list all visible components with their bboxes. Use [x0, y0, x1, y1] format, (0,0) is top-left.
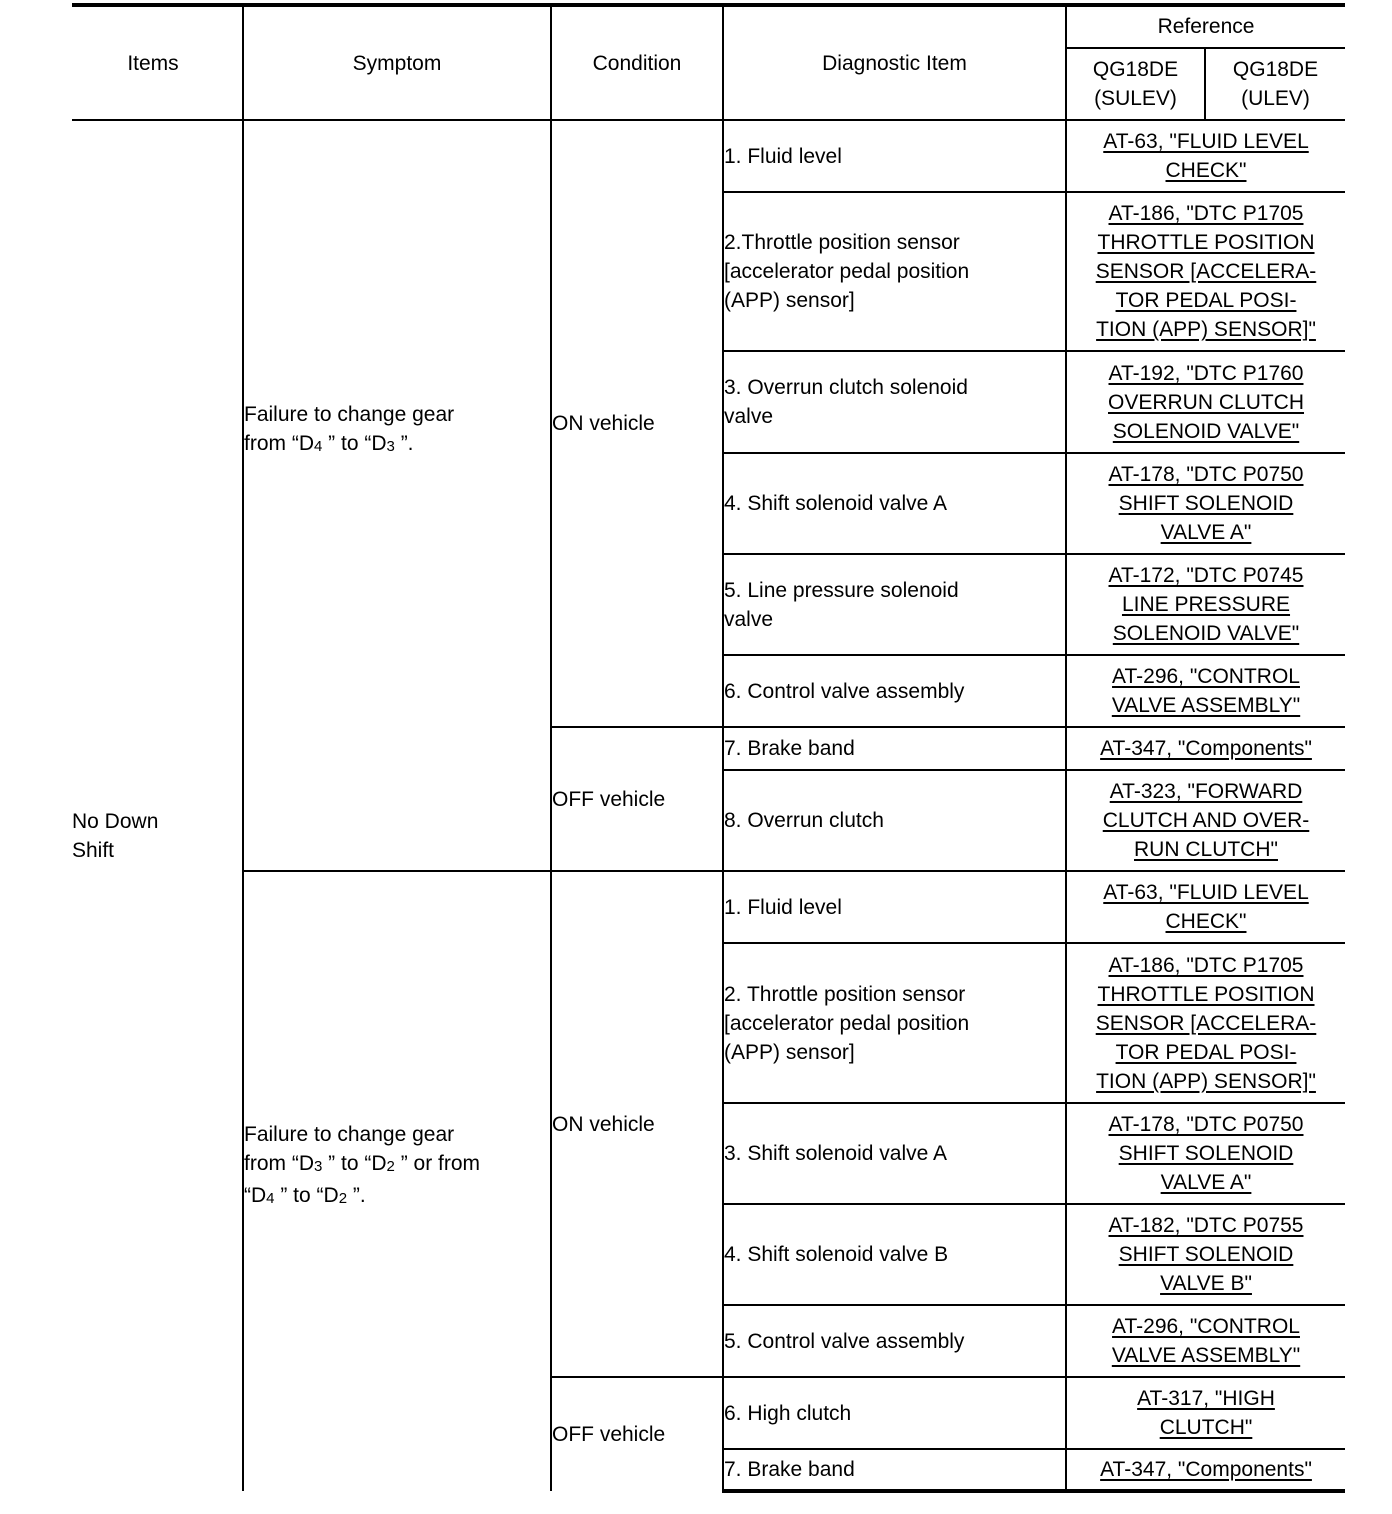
condition-cell: OFF vehicle	[551, 1377, 723, 1491]
item-cell	[72, 120, 243, 1491]
diag-line: 5. Line pressure solenoid	[724, 578, 959, 602]
ref-line[interactable]: AT-186, "DTC P1705	[1108, 953, 1304, 977]
reference-link[interactable]	[1066, 1204, 1345, 1305]
ref-line[interactable]: TION (APP) SENSOR]"	[1096, 1069, 1316, 1093]
diag-item-cell	[723, 453, 1066, 554]
diag-line: 6. High clutch	[724, 1401, 852, 1425]
ref-line[interactable]: AT-182, "DTC P0755	[1108, 1214, 1304, 1237]
reference-link[interactable]	[1066, 1449, 1345, 1491]
symptom-line2: from “$D_4$ ” to “$D_3$ ”.	[244, 432, 414, 455]
reference-link[interactable]	[1066, 351, 1345, 453]
diag-line: 1. Fluid level	[724, 895, 842, 919]
ref-line[interactable]: SENSOR [ACCELERA-	[1095, 1011, 1317, 1035]
diag-line: valve	[724, 607, 774, 631]
ref-line[interactable]: SHIFT SOLENOID	[1118, 492, 1294, 515]
symptom-line1: Failure to change gear	[244, 403, 455, 426]
header-ref-sulev-line2: (SULEV)	[1094, 87, 1177, 110]
reference-link[interactable]	[1066, 554, 1345, 655]
condition-cell: ON vehicle	[551, 871, 723, 1377]
ref-line[interactable]: CLUTCH"	[1159, 1416, 1253, 1439]
ref-line[interactable]: AT-317, "HIGH	[1137, 1387, 1275, 1410]
ref-line[interactable]: SENSOR [ACCELERA-	[1095, 260, 1317, 283]
diag-item-cell	[723, 1305, 1066, 1377]
condition-cell: OFF vehicle	[551, 727, 723, 871]
ref-line[interactable]: THROTTLE POSITION	[1097, 231, 1315, 254]
diag-line: (APP) sensor]	[724, 1040, 855, 1064]
ref-line[interactable]: THROTTLE POSITION	[1097, 982, 1315, 1006]
ref-line[interactable]: TOR PEDAL POSI-	[1115, 1040, 1297, 1064]
diag-line: 2.Throttle position sensor	[724, 231, 960, 254]
diag-line: 3. Shift solenoid valve A	[724, 1142, 947, 1165]
ref-line[interactable]: AT-347, "Components"	[1100, 1458, 1312, 1481]
diag-line: 7. Brake band	[724, 1458, 855, 1481]
header-diagnostic-item: Diagnostic Item	[723, 5, 1066, 120]
reference-link[interactable]	[1066, 770, 1345, 871]
ref-line[interactable]: VALVE A"	[1160, 1171, 1252, 1194]
condition-cell: ON vehicle	[551, 120, 723, 727]
diag-line: 5. Control valve assembly	[724, 1329, 965, 1353]
diag-line: 7. Brake band	[724, 737, 855, 760]
diag-line: [accelerator pedal position	[724, 1011, 970, 1035]
ref-line[interactable]: CHECK"	[1165, 910, 1247, 933]
item-line2: Shift	[72, 839, 115, 862]
ref-line[interactable]: VALVE B"	[1160, 1272, 1252, 1295]
reference-link[interactable]	[1066, 727, 1345, 770]
ref-line[interactable]: SOLENOID VALVE"	[1112, 419, 1300, 443]
header-ref-ulev	[1205, 48, 1345, 120]
ref-line[interactable]: AT-63, "FLUID LEVEL	[1103, 881, 1309, 904]
ref-line[interactable]: AT-192, "DTC P1760	[1108, 361, 1304, 385]
ref-line[interactable]: VALVE ASSEMBLY"	[1111, 694, 1301, 717]
diag-line: 4. Shift solenoid valve A	[724, 492, 947, 515]
reference-link[interactable]	[1066, 120, 1345, 192]
ref-line[interactable]: AT-178, "DTC P0750	[1108, 463, 1304, 486]
reference-link[interactable]	[1066, 1103, 1345, 1204]
item-line1: No Down	[72, 810, 159, 833]
header-ref-sulev	[1066, 48, 1205, 120]
symptom-cell	[243, 871, 551, 1491]
header-symptom: Symptom	[243, 5, 551, 120]
diag-item-cell	[723, 120, 1066, 192]
reference-link[interactable]	[1066, 943, 1345, 1103]
diag-line: valve	[724, 405, 774, 428]
ref-line[interactable]: CLUTCH AND OVER-	[1102, 809, 1310, 832]
ref-line[interactable]: AT-63, "FLUID LEVEL	[1103, 130, 1309, 153]
diag-item-cell	[723, 554, 1066, 655]
diag-line: (APP) sensor]	[724, 289, 855, 312]
header-reference: Reference	[1066, 5, 1345, 48]
diag-item-cell	[723, 727, 1066, 770]
ref-line[interactable]: RUN CLUTCH"	[1134, 838, 1278, 861]
diag-line: 3. Overrun clutch solenoid	[724, 376, 968, 399]
ref-line[interactable]: VALVE ASSEMBLY"	[1111, 1344, 1301, 1367]
header-ref-ulev-line2: (ULEV)	[1241, 87, 1310, 110]
diag-item-cell	[723, 1103, 1066, 1204]
header-ref-ulev-line1: QG18DE	[1232, 58, 1319, 81]
ref-line[interactable]: SOLENOID VALVE"	[1112, 622, 1300, 645]
ref-line[interactable]: CHECK"	[1165, 159, 1247, 182]
header-items: Items	[72, 5, 243, 120]
reference-link[interactable]	[1066, 1305, 1345, 1377]
diag-item-cell	[723, 192, 1066, 351]
reference-link[interactable]	[1066, 453, 1345, 554]
diag-item-cell	[723, 943, 1066, 1103]
diag-item-cell	[723, 1204, 1066, 1305]
ref-line[interactable]: AT-296, "CONTROL	[1112, 1315, 1300, 1338]
ref-line[interactable]: AT-178, "DTC P0750	[1108, 1113, 1304, 1136]
diag-line: 8. Overrun clutch	[724, 809, 884, 832]
ref-line[interactable]: SHIFT SOLENOID	[1118, 1142, 1294, 1165]
diag-line: 6. Control valve assembly	[724, 679, 965, 703]
header-condition: Condition	[551, 5, 723, 120]
header-ref-sulev-line1: QG18DE	[1092, 58, 1179, 81]
diag-item-cell	[723, 1377, 1066, 1449]
reference-link[interactable]	[1066, 655, 1345, 727]
ref-line[interactable]: SHIFT SOLENOID	[1118, 1243, 1294, 1266]
ref-line[interactable]: TION (APP) SENSOR]"	[1096, 318, 1316, 341]
ref-line[interactable]: OVERRUN CLUTCH	[1108, 390, 1305, 414]
ref-line[interactable]: AT-186, "DTC P1705	[1108, 202, 1304, 225]
diag-item-cell	[723, 351, 1066, 453]
diag-line: 2. Throttle position sensor	[724, 982, 966, 1006]
ref-line[interactable]: AT-323, "FORWARD	[1109, 780, 1303, 803]
ref-line[interactable]: AT-172, "DTC P0745	[1108, 564, 1304, 587]
diag-line: 1. Fluid level	[724, 144, 842, 168]
diag-line: [accelerator pedal position	[724, 260, 970, 283]
diag-item-cell	[723, 655, 1066, 727]
reference-link[interactable]	[1066, 871, 1345, 943]
symptom-line3: “$D_4$ ” to “$D_2$ ”.	[244, 1184, 366, 1207]
diag-item-cell	[723, 871, 1066, 943]
diagnosis-table	[72, 3, 1345, 1493]
diag-line: 4. Shift solenoid valve B	[724, 1243, 949, 1266]
ref-line[interactable]: TOR PEDAL POSI-	[1115, 289, 1297, 312]
reference-link[interactable]	[1066, 1377, 1345, 1449]
symptom-line1: Failure to change gear	[244, 1123, 455, 1146]
ref-line[interactable]: AT-296, "CONTROL	[1112, 665, 1300, 688]
diag-item-cell	[723, 1449, 1066, 1491]
ref-line[interactable]: VALVE A"	[1160, 521, 1252, 544]
reference-link[interactable]	[1066, 192, 1345, 351]
symptom-cell	[243, 120, 551, 871]
symptom-line2: from “$D_3$ ” to “$D_2$ ” or from	[244, 1152, 481, 1175]
ref-line[interactable]: LINE PRESSURE	[1121, 593, 1291, 616]
diag-item-cell	[723, 770, 1066, 871]
ref-line[interactable]: AT-347, "Components"	[1100, 737, 1312, 760]
